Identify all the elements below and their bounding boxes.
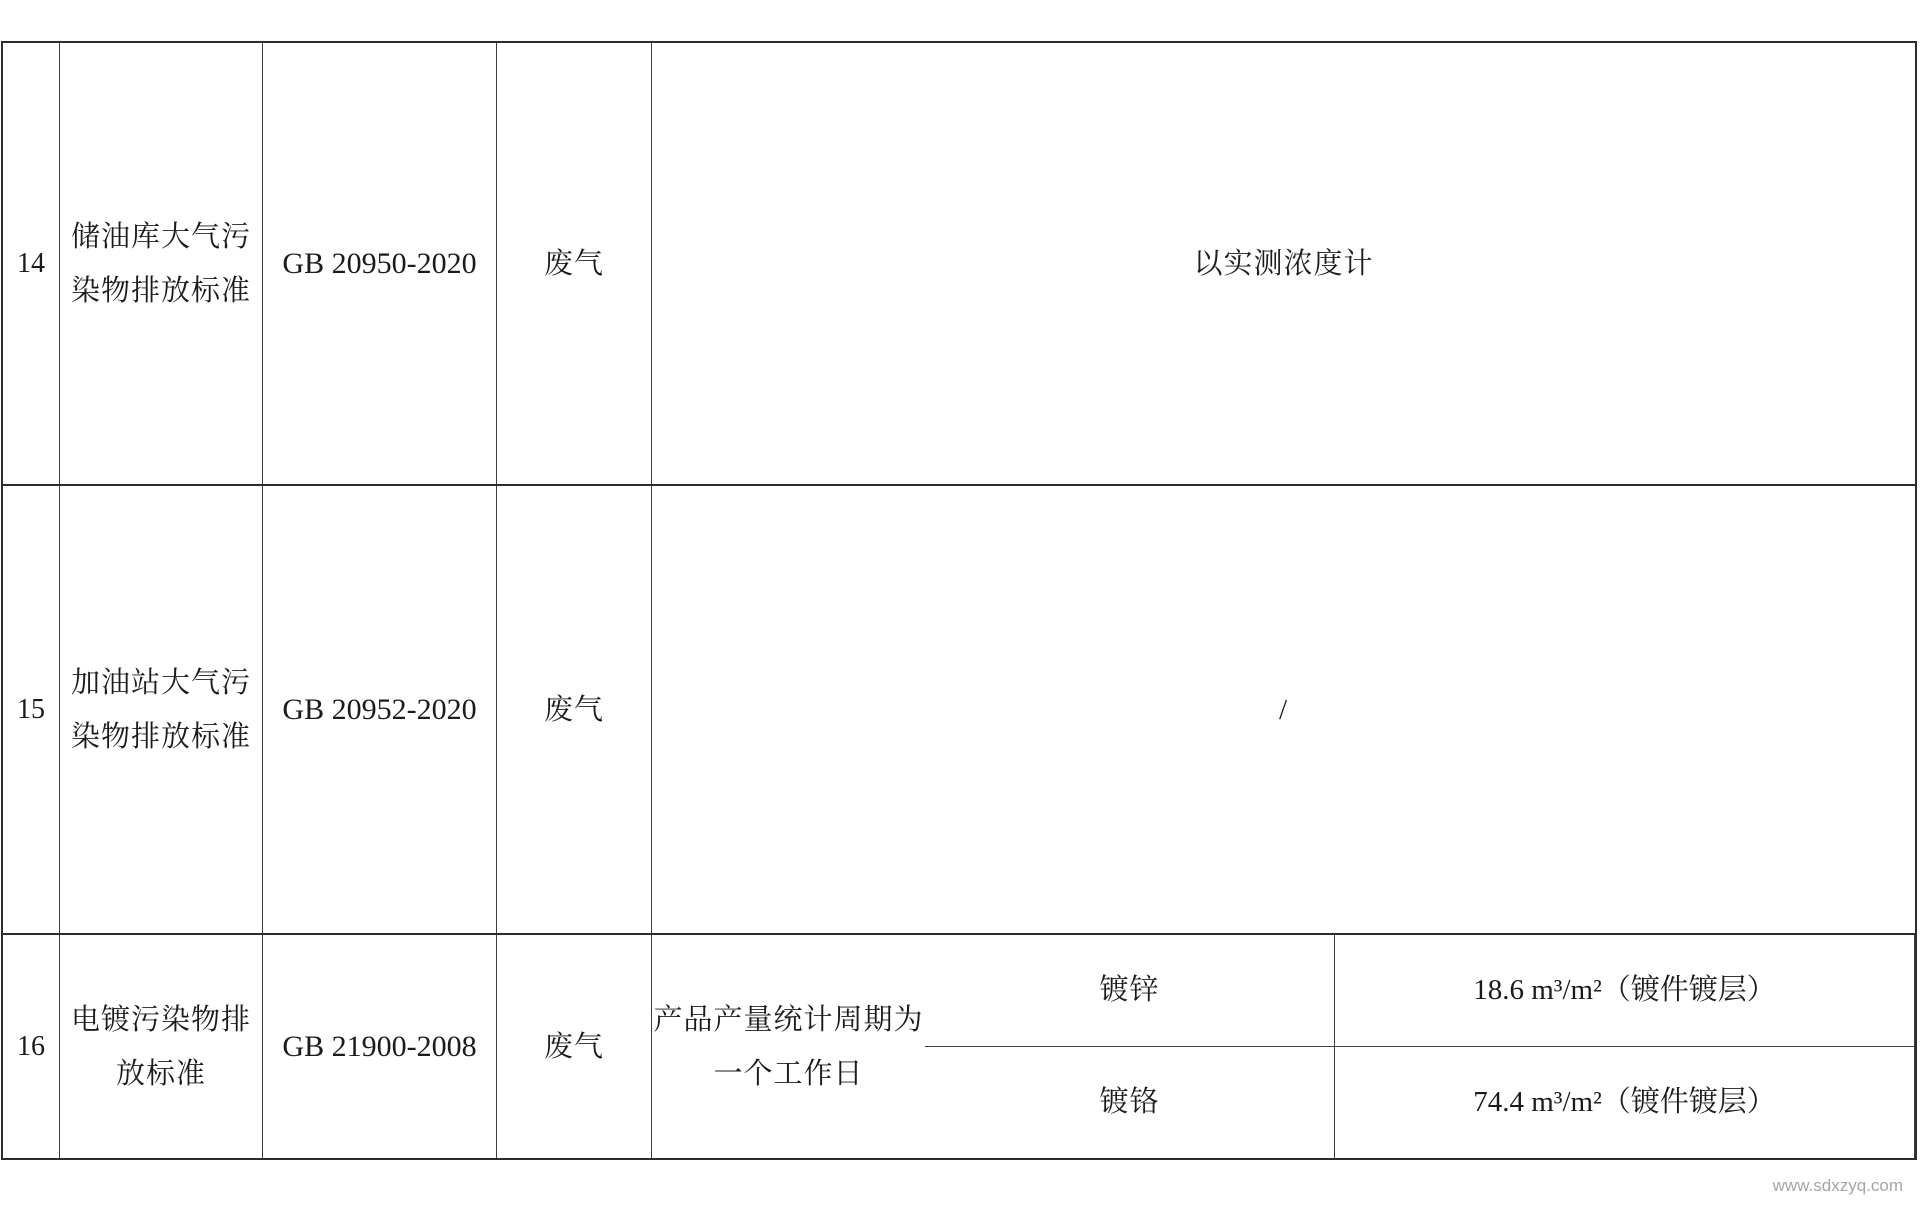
cell-standard-code: GB 20950-2020 (263, 43, 497, 484)
standard-name-text: 加油站大气污染物排放标准 (70, 666, 251, 753)
cell-row-no: 16 (3, 935, 60, 1158)
cell-standard-name (60, 486, 263, 933)
cell-pollutant-type: 废气 (497, 935, 652, 1158)
cell-row-no: 14 (3, 43, 60, 484)
table-row-16 (3, 935, 1915, 1158)
cell-remark: / (1278, 693, 1289, 726)
cell-remark: 以实测浓度计 (1193, 247, 1374, 280)
cell-standard-name (60, 43, 263, 484)
cell-pollutant-type: 废气 (497, 486, 652, 933)
cell-process-zinc: 镀锌 (925, 935, 1335, 1047)
cell-limit-value-zinc: 18.6 m³/m²（镀件镀层） (1335, 935, 1915, 1047)
cell-standard-code: GB 21900-2008 (263, 935, 497, 1158)
cell-limit-value-chrome: 74.4 m³/m²（镀件镀层） (1335, 1047, 1915, 1159)
cell-standard-name (60, 935, 263, 1158)
standard-name-text: 电镀污染物排放标准 (70, 1003, 251, 1090)
table-row-14 (3, 43, 1915, 486)
table-row-15 (3, 486, 1915, 935)
standard-name-text: 储油库大气污染物排放标准 (70, 220, 251, 307)
cell-pollutant-type: 废气 (497, 43, 652, 484)
cell-process-chrome: 镀铬 (925, 1047, 1335, 1159)
cell-standard-code: GB 20952-2020 (263, 486, 497, 933)
cell-row-no: 15 (3, 486, 60, 933)
site-watermark: www.sdxzyq.com (1772, 1176, 1903, 1195)
cell-note: 产品产量统计周期为一个工作日 (653, 1003, 924, 1090)
standards-table (1, 41, 1917, 1160)
